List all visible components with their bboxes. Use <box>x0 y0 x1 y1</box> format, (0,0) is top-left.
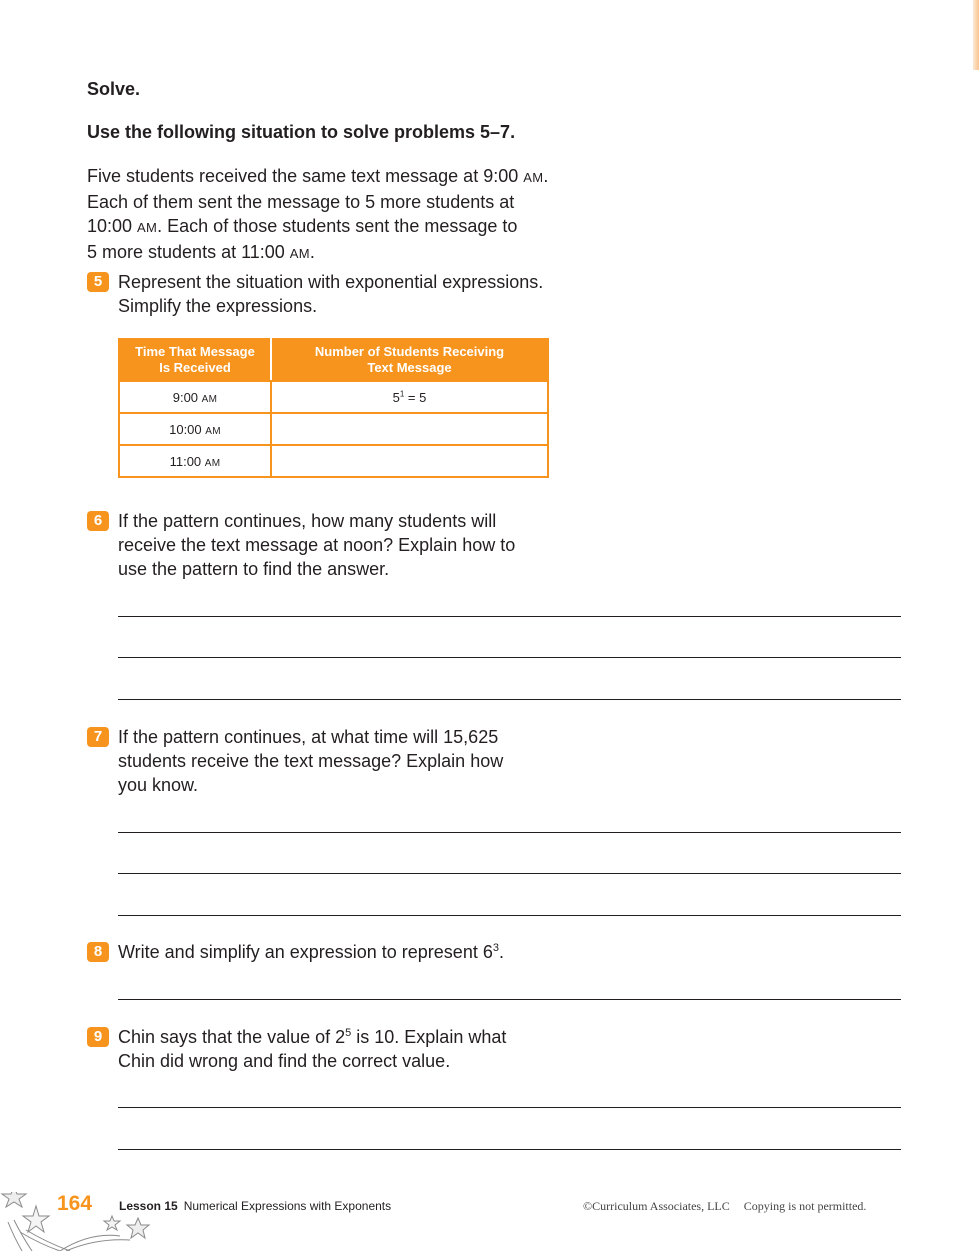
table-header-row <box>119 339 548 381</box>
situation-heading: Use the following situation to solve problems 5–7. <box>87 122 516 142</box>
expression-result: = 5 <box>404 389 427 405</box>
students-answer-cell[interactable] <box>271 445 548 477</box>
students-cell <box>271 381 548 413</box>
situation-line-4 <box>87 240 567 266</box>
question-5-text <box>118 270 543 318</box>
am-label: AM <box>205 425 221 437</box>
question-9-line-1-text: Chin says that the value of 2 <box>118 1027 346 1047</box>
answer-line[interactable] <box>118 1149 901 1150</box>
situation-line-2: Each of them sent the message to 5 more students at <box>87 192 515 212</box>
time-cell <box>119 445 271 477</box>
header-students-line-1: Number of Students Receiving <box>314 344 505 359</box>
question-6-line-2: receive the text message at noon? Explain how to <box>118 535 516 555</box>
page-number: 164 <box>57 1192 93 1215</box>
question-7-line-2: students receive the text message? Explain how <box>118 751 504 771</box>
table-row <box>119 445 548 477</box>
time-value: 9:00 <box>172 389 202 405</box>
question-6-text <box>118 509 515 581</box>
question-6-line-1: If the pattern continues, how many students will <box>118 511 497 531</box>
situation-line-3 <box>87 214 567 240</box>
am-label: AM <box>201 393 218 405</box>
answer-line[interactable] <box>118 616 901 617</box>
students-answer-cell[interactable] <box>271 413 548 445</box>
question-5-line-2: Simplify the expressions. <box>118 296 318 316</box>
punctuation: . <box>309 242 315 262</box>
answer-line[interactable] <box>118 699 901 700</box>
situation-line-3-text: 10:00 <box>87 216 138 236</box>
answer-line[interactable] <box>118 915 901 916</box>
copy-notice: Copying is not permitted. <box>743 1199 867 1213</box>
page-footer <box>0 1192 979 1251</box>
am-label: AM <box>523 170 544 185</box>
question-7-number-badge: 7 <box>87 727 109 747</box>
question-7-line-1: If the pattern continues, at what time will 15,625 <box>118 727 499 747</box>
students-table <box>118 338 549 478</box>
copyright-notice <box>583 1199 866 1214</box>
situation-line-1 <box>87 164 567 190</box>
question-8-text-main: Write and simplify an expression to represent 6 <box>118 942 493 962</box>
table-row <box>119 381 548 413</box>
time-cell <box>119 381 271 413</box>
time-value: 11:00 <box>169 453 205 469</box>
situation-line-1-text: Five students received the same text message at 9:00 <box>87 166 524 186</box>
situation-line-4-text: 5 more students at 11:00 <box>87 242 290 262</box>
question-6-number-badge: 6 <box>87 511 109 531</box>
header-time-line-2: Is Received <box>159 360 231 375</box>
page-edge-tab <box>973 0 979 70</box>
punctuation: . <box>498 942 504 962</box>
question-8-number-badge: 8 <box>87 942 109 962</box>
question-9-line-2: Chin did wrong and find the correct value. <box>118 1051 451 1071</box>
lesson-title: Numerical Expressions with Exponents <box>183 1199 392 1213</box>
question-9-number-badge: 9 <box>87 1027 109 1047</box>
time-value: 10:00 <box>169 421 206 437</box>
situation-text <box>87 164 567 266</box>
header-time-line-1: Time That Message <box>135 344 255 359</box>
expression-base: 5 <box>392 389 400 405</box>
header-time <box>119 339 271 381</box>
solve-heading: Solve. <box>87 79 141 99</box>
question-9-line-1-rest: is 10. Explain what <box>351 1027 507 1047</box>
question-9-text <box>118 1025 506 1073</box>
answer-line[interactable] <box>118 832 901 833</box>
am-label: AM <box>289 246 310 261</box>
lesson-label: Lesson 15 <box>119 1199 178 1213</box>
question-5-number-badge: 5 <box>87 272 109 292</box>
question-7-line-3: you know. <box>118 775 199 795</box>
header-students <box>271 339 548 381</box>
question-6-line-3: use the pattern to find the answer. <box>118 559 390 579</box>
question-9-line-1 <box>118 1025 506 1049</box>
lesson-caption <box>119 1199 391 1213</box>
expression-exponent: 1 <box>399 389 405 399</box>
copyright-text: ©Curriculum Associates, LLC <box>583 1199 730 1213</box>
answer-line[interactable] <box>118 657 901 658</box>
answer-line[interactable] <box>118 1107 901 1108</box>
time-cell <box>119 413 271 445</box>
punctuation: . <box>543 166 549 186</box>
answer-line[interactable] <box>118 873 901 874</box>
question-8-exponent: 3 <box>492 942 499 954</box>
question-9-exponent: 5 <box>345 1027 352 1039</box>
question-7-text <box>118 725 503 797</box>
table-row <box>119 413 548 445</box>
situation-line-3-rest: . Each of those students sent the message to <box>157 216 518 236</box>
answer-line[interactable] <box>118 999 901 1000</box>
am-label: AM <box>137 220 158 235</box>
header-students-line-2: Text Message <box>367 360 452 375</box>
am-label: AM <box>204 457 221 469</box>
question-8-text <box>118 940 504 964</box>
question-5-line-1: Represent the situation with exponential expressions. <box>118 272 544 292</box>
